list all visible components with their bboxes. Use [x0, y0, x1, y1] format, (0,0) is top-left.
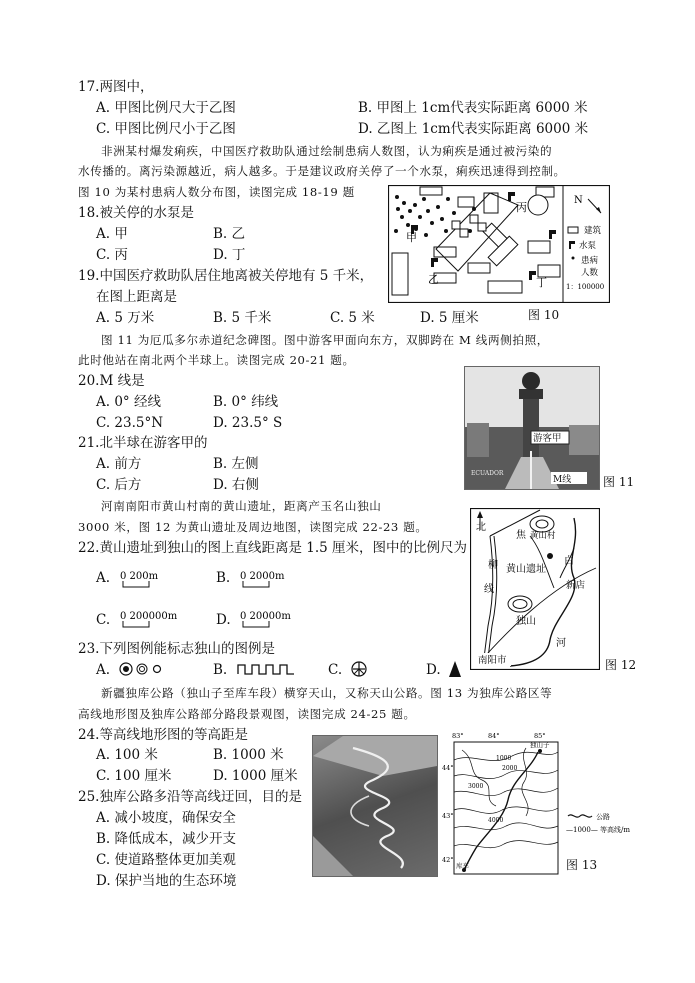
figure-13-photo: [312, 735, 438, 877]
scale-c-svg: [120, 607, 200, 631]
q18-option-c: C. 丙: [96, 247, 128, 263]
scale-c-text: 0 200000m: [120, 611, 178, 622]
q23-option-b-symbol: [237, 661, 299, 681]
fig12-jiao-label: 焦: [516, 530, 526, 541]
fig10-label-yi: 乙: [428, 273, 439, 286]
fig13-contour-2000: 2000: [502, 765, 518, 772]
settlement-symbols-icon: [118, 660, 168, 678]
q18-option-a: A. 甲: [96, 226, 128, 242]
fig13-legend-road: 公路: [596, 813, 610, 821]
q22-option-d-label: D.: [216, 612, 231, 628]
q22-option-b-label: B.: [216, 570, 231, 586]
fig13-lon1: 83°: [452, 732, 464, 740]
scale-b-text: 0 2000m: [240, 571, 285, 582]
q20-stem: 20.M 线是: [78, 373, 145, 389]
q18-option-b: B. 乙: [213, 226, 246, 242]
figure-13-caption: 图 13: [566, 858, 598, 872]
fig10-legend-patients-1: 患病: [581, 256, 599, 266]
q24-option-d: D. 1000 厘米: [213, 768, 298, 784]
q19-option-a: A. 5 万米: [96, 310, 155, 326]
fig12-dushan-label: 独山: [516, 616, 536, 627]
fig13-lon2: 84°: [488, 732, 500, 740]
fig13-lat3: 42°: [442, 856, 454, 864]
q19-stem-2: 在图上距离是: [96, 289, 177, 305]
figure-12-caption: 图 12: [605, 658, 637, 672]
q23-option-b-label: B.: [213, 662, 228, 678]
mountain-peak-icon: [448, 660, 462, 678]
q23-option-a-label: A.: [96, 662, 111, 678]
intro3-line1: 河南南阳市黄山村南的黄山遗址，距离产玉名山独山: [101, 499, 382, 513]
fig13-legend-svg: [566, 812, 676, 836]
q24-option-b: B. 1000 米: [213, 747, 284, 763]
q25-option-a: A. 减小坡度，确保安全: [96, 810, 236, 826]
fig13-lon3: 85°: [534, 732, 546, 740]
q23-option-c-label: C.: [328, 662, 343, 678]
fig10-label-ding: 丁: [536, 276, 547, 289]
figure-10-caption: 图 10: [528, 308, 560, 322]
fig10-label-jia: 甲: [406, 231, 417, 244]
figure-10-map: [388, 185, 610, 303]
fig13-contour-4000: 4000: [488, 817, 504, 824]
figure-12-svg: [470, 508, 600, 670]
fig12-xian-label: 线: [484, 584, 494, 595]
q19-stem: 19.中国医疗救助队居住地离被关停地有 5 千米，: [78, 268, 374, 284]
q17-option-a: A. 甲图比例尺大于乙图: [96, 100, 236, 116]
q20-option-b: B. 0° 纬线: [213, 394, 279, 410]
intro1-line1: 非洲某村爆发痢疾，中国医疗救助队通过绘制患病人数图，认为痢疾是通过被污染的: [101, 144, 553, 158]
fig12-liu-label: 柳: [488, 560, 498, 571]
figure-13-contour-svg: [442, 730, 562, 878]
figure-11-caption: 图 11: [603, 475, 635, 489]
q22-scale-b: [240, 567, 320, 595]
q19-option-c: C. 5 米: [330, 310, 375, 326]
fig12-huangshancun-label: 黄山村: [530, 531, 556, 541]
fig10-legend-scale: 1：100000: [566, 283, 605, 291]
q23-stem: 23.下列图例能标志独山的图例是: [78, 641, 275, 657]
intro1-line3: 图 10 为某村患病人数分布图，读图完成 18-19 题: [78, 185, 355, 199]
q22-option-a-label: A.: [96, 570, 111, 586]
fig13-lat1: 44°: [442, 764, 454, 772]
q23-option-a-symbol: [118, 660, 168, 682]
fig11-tourist-label: 游客甲: [533, 433, 562, 444]
q25-option-b: B. 降低成本，减少开支: [96, 831, 237, 847]
intro1-line2: 水传播的。离污染源越近，病人越多。于是建议政府关停了一个水泵，痢疾迅速得到控制。: [78, 164, 566, 178]
fig10-legend-pump: 水泵: [579, 241, 597, 251]
q24-option-a: A. 100 米: [96, 747, 158, 763]
fig10-legend-patients-2: 人数: [581, 268, 599, 278]
q17-option-d: D. 乙图上 1cm代表实际距离 6000 米: [358, 121, 589, 137]
intro2-line2: 此时他站在南北两个半球上。读图完成 20-21 题。: [78, 353, 355, 367]
q17-option-b: B. 甲图上 1cm代表实际距离 6000 米: [358, 100, 588, 116]
q25-option-c: C. 使道路整体更加美观: [96, 852, 236, 868]
q22-scale-d: [240, 607, 320, 635]
q21-stem: 21.北半球在游客甲的: [78, 435, 208, 451]
fig12-nanyang-label: 南阳市: [478, 655, 507, 666]
q24-option-c: C. 100 厘米: [96, 768, 172, 784]
fig13-kuche-label: 库车: [456, 862, 469, 870]
q23-option-c-symbol: [350, 660, 368, 682]
scale-d-text: 0 20000m: [240, 611, 291, 622]
figure-10-svg: [388, 185, 610, 303]
fig12-he-label: 河: [556, 638, 566, 649]
intro4-line2: 高线地形图及独库公路部分路段景观图，读图完成 24-25 题。: [78, 707, 416, 721]
q20-option-c: C. 23.5°N: [96, 415, 164, 431]
q21-option-d: D. 右侧: [213, 477, 259, 493]
fig10-north-label: N: [574, 195, 583, 206]
scale-a-svg: [120, 567, 200, 591]
airport-symbol-icon: [350, 660, 368, 678]
intro2-line1: 图 11 为厄瓜多尔赤道纪念碑图。图中游客甲面向东方，双脚跨在 M 线两侧拍照，: [101, 333, 549, 347]
fig12-north-label: 北: [476, 522, 486, 533]
q18-stem: 18.被关停的水泵是: [78, 205, 194, 221]
fig12-site-label: 黄山遗址: [506, 564, 546, 575]
q17-stem: 17.两图中，: [78, 79, 154, 95]
figure-13-contour-map: [442, 730, 562, 878]
fig13-contour-1000: 1000: [496, 755, 512, 762]
fig11-sign-text: ECUADOR: [471, 470, 504, 477]
q21-option-b: B. 左侧: [213, 456, 259, 472]
q20-option-a: A. 0° 经线: [96, 394, 161, 410]
q23-option-d-symbol: [448, 660, 462, 682]
q22-scale-c: [120, 607, 200, 635]
q19-option-b: B. 5 千米: [213, 310, 272, 326]
q21-option-c: C. 后方: [96, 477, 142, 493]
q20-option-d: D. 23.5° S: [213, 415, 283, 431]
intro4-line1: 新疆独库公路（独山子至库车段）横穿天山，又称天山公路。图 13 为独库公路区等: [101, 686, 553, 700]
q22-option-c-label: C.: [96, 612, 111, 628]
q22-stem: 22.黄山遗址到独山的图上直线距离是 1.5 厘米，图中的比例尺为: [78, 540, 468, 556]
figure-13-road-svg: [313, 736, 437, 876]
q24-stem: 24.等高线地形图的等高距是: [78, 727, 248, 743]
q23-option-d-label: D.: [426, 662, 441, 678]
q25-option-d: D. 保护当地的生态环境: [96, 873, 237, 889]
scale-d-svg: [240, 607, 320, 631]
figure-13-legend: [566, 812, 676, 840]
figure-12-map: [470, 508, 600, 670]
fig12-xindian-label: 新店: [566, 580, 586, 591]
q17-option-c: C. 甲图比例尺小于乙图: [96, 121, 236, 137]
fig13-lat2: 43°: [442, 812, 454, 820]
scale-a-text: 0 200m: [120, 571, 159, 582]
fig10-label-bing: 丙: [516, 201, 527, 214]
fig13-legend-contour: —1000— 等高线/m: [566, 826, 631, 834]
q19-option-d: D. 5 厘米: [420, 310, 479, 326]
fig10-legend-building: 建筑: [584, 226, 602, 236]
q25-stem: 25.独库公路多沿等高线迂回，目的是: [78, 789, 302, 805]
wall-symbol-icon: [237, 661, 299, 677]
intro3-line2: 3000 米，图 12 为黄山遗址及周边地图，读图完成 22-23 题。: [78, 520, 428, 534]
figure-11-svg: [465, 367, 599, 489]
fig12-bai-label: 白: [564, 556, 574, 567]
q18-option-d: D. 丁: [213, 247, 246, 263]
figure-11-photo: [464, 366, 600, 490]
fig11-mline-label: M线: [553, 475, 572, 485]
q21-option-a: A. 前方: [96, 456, 142, 472]
fig13-contour-3000: 3000: [468, 783, 484, 790]
q22-scale-a: [120, 567, 200, 595]
scale-b-svg: [240, 567, 320, 591]
fig13-dushanzi-label: 独山子: [530, 741, 550, 749]
